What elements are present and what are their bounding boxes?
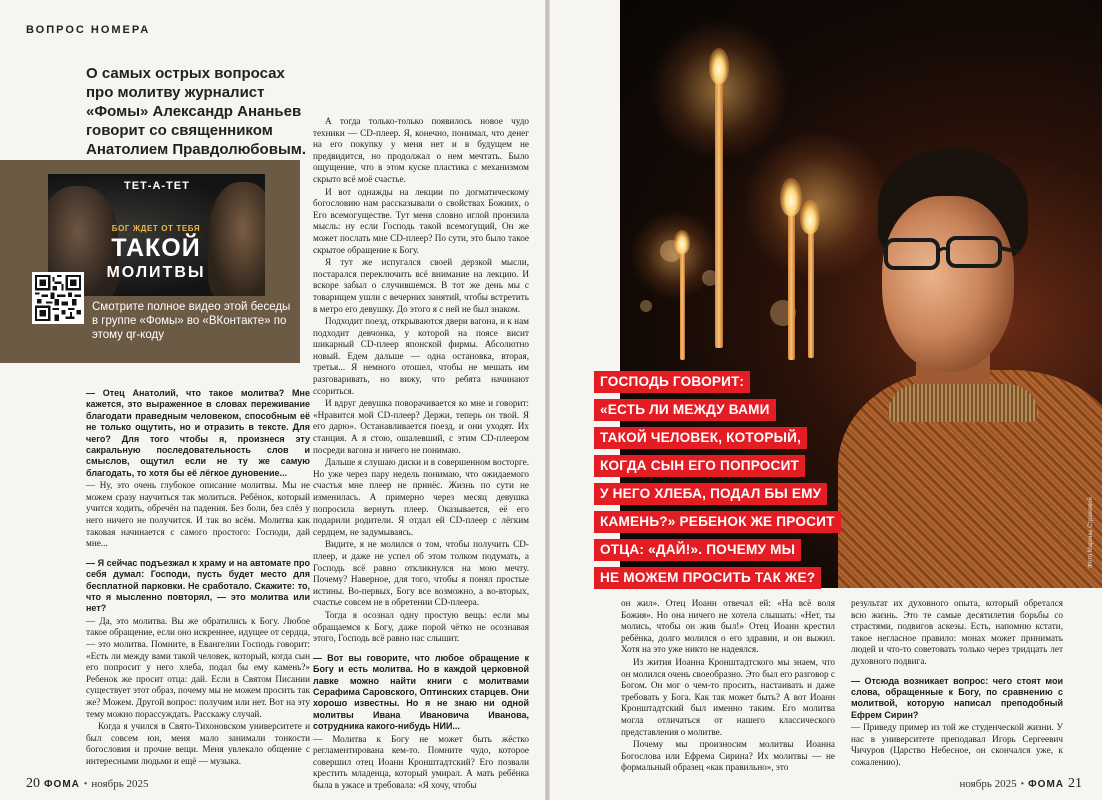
video-promo-panel xyxy=(0,160,300,363)
boy-face xyxy=(882,196,1014,372)
issue-date: ноябрь 2025 xyxy=(91,778,149,790)
photo-credit: Фото Марины Стражевой xyxy=(1088,497,1094,568)
paragraph: Подходит поезд, открываются двери вагона, и к нам подходит девчонка, у которой на поясе висит шикарный CD-плеер японской фирмы. Абсолютно новый. Едем дальше — одна остановка, вторая, третья... Я немного отошел, чтобы не мешать им разговаривать, но вижу, что ребята начинают ссориться. xyxy=(313,316,529,396)
video-caption: Смотрите полное видео этой беседы в группе «Фомы» во «ВКонтакте» по этому qr-коду xyxy=(92,301,291,341)
text-column-4 xyxy=(851,598,1063,770)
magazine-name: ФОМА xyxy=(44,778,80,790)
text-column-2 xyxy=(313,116,529,793)
interview-question: — Отец Анатолий, что такое молитва? Мне кажется, это выраженное в словах переживание благодати праведным человеком, способным её не только ощутить, но и отразить в тексте. Для чего? Для того чтобы я, произнеся эту сакральную последовательность слов и смыслов, ощутил если не ту же самую благодать, то хотя бы её лёгкое дуновение... xyxy=(86,388,310,478)
folio-left xyxy=(26,776,149,792)
folio-separator: • xyxy=(83,778,88,790)
pull-quote-line: НЕ МОЖЕМ ПРОСИТЬ ТАК ЖЕ? xyxy=(594,567,821,589)
paragraph: Когда я учился в Свято-Тихоновском университете и был совсем юн, меня мало занимали тонкости богословия и прочие вещи. Меня увлекало общение с интересными людьми и ещё — музыка. xyxy=(86,721,310,766)
magazine-name: ФОМА xyxy=(1028,778,1064,790)
video-rubric: ТЕТ-А-ТЕТ xyxy=(124,180,190,192)
paragraph: Из жития Иоанна Кронштадтского мы знаем, что он молился очень своеобразно. Это был его разговор с Богом. Он мог о чем-то просить, настаивать и даже требовать у Бога. Как так может быть? А вот Иоанн Кронштадтский был именно таким. Его молитва могла отличаться от нашего классического представления о молитве. xyxy=(621,656,835,737)
folio-right xyxy=(960,776,1083,792)
text-column-1 xyxy=(86,388,310,769)
pull-quote-line: ТАКОЙ ЧЕЛОВЕК, КОТОРЫЙ, xyxy=(594,427,807,449)
paragraph: — Да, это молитва. Вы же обратились к Богу. Любое такое обращение, если оно искреннее, идущее от сердца, — это молитва. Помните, в Евангелии Господь говорит: «Есть ли между вами такой человек, который, когда сын его попросит у него хлеба, подал бы ему камень?» Ребенок же просит отца: дай. Если в Святом Писании существует этот образ, почему мы не можем просить так же? Можем. Другой вопрос: получим или нет. Вот на эту тему можно порассуждать. Расскажу случай. xyxy=(86,615,310,719)
paragraph: А тогда только-только появилось новое чудо техники — CD-плеер. Я, конечно, понимал, что денег на его покупку у меня нет и в будущем не предвидится, но продолжал о нем мечтать. Было ощущение, что в этом куске пластика с механизмом скрыто всё моё счастье. xyxy=(313,116,529,184)
folio-separator: • xyxy=(1020,778,1025,790)
paragraph: — Молитва к Богу не может быть жёстко регламентирована кем-то. Помните чудо, которое совершил отец Иоанн Кронштадтский? Его позвали крестить младенца, который умирал. А мать ребёнка была в ужасе и требовала: «Я хочу, чтобы xyxy=(313,733,529,790)
pull-quote-line: КОГДА СЫН ЕГО ПОПРОСИТ xyxy=(594,455,805,477)
page-number: 20 xyxy=(26,776,40,791)
paragraph: Тогда я осознал одну простую вещь: если мы обращаемся к Богу, даже порой чётко не осознавая этого, Господь всё равно нас слышит. xyxy=(313,609,529,644)
pull-quote-line: «ЕСТЬ ЛИ МЕЖДУ ВАМИ xyxy=(594,399,776,421)
paragraph: Видите, я не молился о том, чтобы получить CD-плеер, и даже не успел об этом толком подумать, а Господь всё равно откликнулся на мою мечту. Почему? Наверное, для того, чтобы я понял простые истины. Во-первых, Богу все возможно, а во-вторых, счастье совсем не в обретении CD-плеера. xyxy=(313,539,529,608)
pull-quote-line: КАМЕНЬ?» РЕБЕНОК ЖЕ ПРОСИТ xyxy=(594,511,841,533)
priest-photo xyxy=(208,182,265,296)
paragraph: И вдруг девушка поворачивается ко мне и говорит: «Нравится мой CD-плеер? Держи, теперь он твой. Я его дарю». Останавливается поезд, и они уходят. Их станция. А я стою, ошалевший, с этим CD-плеером посреди вагона и ничего не понимаю. xyxy=(313,398,529,455)
pull-quote-line: ОТЦА: «ДАЙ!». ПОЧЕМУ МЫ xyxy=(594,539,801,561)
paragraph: Почему мы произносим молитвы Иоанна Богослова или Ефрема Сирина? Их молитвы — не формальный образец «как правильно», это xyxy=(621,739,835,773)
paragraph: Я тут же испугался своей дерзкой мысли, постарался переключить всё внимание на лекцию. И вскоре забыл о случившемся. В тот же день мы с товарищем ушли с вечерних занятий, чтобы встретить в метро его девушку. До этого я с ней не был знаком. xyxy=(313,257,529,314)
pull-quote-line: ГОСПОДЬ ГОВОРИТ: xyxy=(594,371,750,393)
issue-date: ноябрь 2025 xyxy=(959,778,1017,790)
paragraph: — Приведу пример из той же студенческой жизни. У нас в университете преподавал Игорь Сергеевич Чичуров (Царство Небесное, он скончался уже, к сожалению). xyxy=(851,722,1063,767)
paragraph: он жил». Отец Иоанн отвечал ей: «На всё воля Божия». Но она ничего не хотела слышать: «Нет, ты молись, чтобы он жив был!» Отец Иоанн крестил ребёнка, долго молился о его здравии, и он выжил. Хотя на это уже никто не надеялся. xyxy=(621,598,835,655)
pull-quote-line: У НЕГО ХЛЕБА, ПОДАЛ БЫ ЕМУ xyxy=(594,483,827,505)
paragraph: результат их духовного опыта, который обретался всю жизнь. Это те самые десятилетия борьбы со страстями, подвигов аскезы. Есть, напомню кстати, такое негласное правило: монах может принимать людей и что-то советовать только через тридцать лет духовного подвига. xyxy=(851,598,1063,666)
paragraph: — Ну, это очень глубокое описание молитвы. Мы не можем сразу научиться так молиться. Ребёнок, который учится ходить, обречён на падения. Без боли, без слёз у него ничего не получится. И так во всём. Молитва как таковая начинается с самого простого: Господи, дай мне... xyxy=(86,480,310,549)
paragraph: Дальше я слушаю диски и в совершенном восторге. Но уже через пару недель понимаю, что ожидаемого счастья мне плеер не принёс. Жизнь по сути не изменилась. А примерно через месяц девушка попросила вернуть плеер. Оказывается, её его подарили родители. Я отдал ей CD-плеер с лёгким сердцем, не задумываясь. xyxy=(313,457,529,537)
qr-code[interactable] xyxy=(32,272,84,324)
left-page xyxy=(0,0,545,800)
paragraph: И вот однажды на лекции по догматическому богословию нам рассказывали о свойствах Божиих, о Его всемогуществе. Тут меня словно иглой пронзила мысль: ну если Господь такой всемогущий, Он же может послать мне CD-плеер? По сути, это было такое скрытое обращение к Богу. xyxy=(313,186,529,255)
text-column-3 xyxy=(621,598,835,775)
interview-question: — Отсюда возникает вопрос: чего стоят мои слова, обращенные к Богу, по сравнению с молитвой, которую написал преподобный Ефрем Сирин? xyxy=(851,675,1063,720)
article-lead: О самых острых вопросах про молитву журналист «Фомы» Александр Ананьев говорит со священником Анатолием Правдолюбовым. xyxy=(86,65,307,158)
video-title-mid: МОЛИТВЫ xyxy=(106,264,206,281)
interview-question: — Я сейчас подъезжал к храму и на автомате про себя думал: Господи, пусть будет место для бесплатной парковки. Не сработало. Скажите: то, что я мысленно повторял, — это молитва или нет? xyxy=(86,557,310,614)
page-number: 21 xyxy=(1068,776,1082,791)
interview-question: — Вот вы говорите, что любое обращение к Богу и есть молитва. Но в каждой церковной лавке можно найти книги с молитвами Серафима Саровского, Оптинских старцев. Они хорошо известны. Но я не знаю ни одной молитвы Ивана Ивановича Иванова, сотрудника какого-нибудь НИИ... xyxy=(313,652,529,732)
video-title-big: ТАКОЙ xyxy=(111,234,201,262)
glasses-icon xyxy=(882,234,1022,274)
section-label: ВОПРОС НОМЕРА xyxy=(26,24,151,36)
video-title-small: БОГ ЖДЕТ ОТ ТЕБЯ xyxy=(111,224,201,233)
pull-quote xyxy=(594,371,835,595)
